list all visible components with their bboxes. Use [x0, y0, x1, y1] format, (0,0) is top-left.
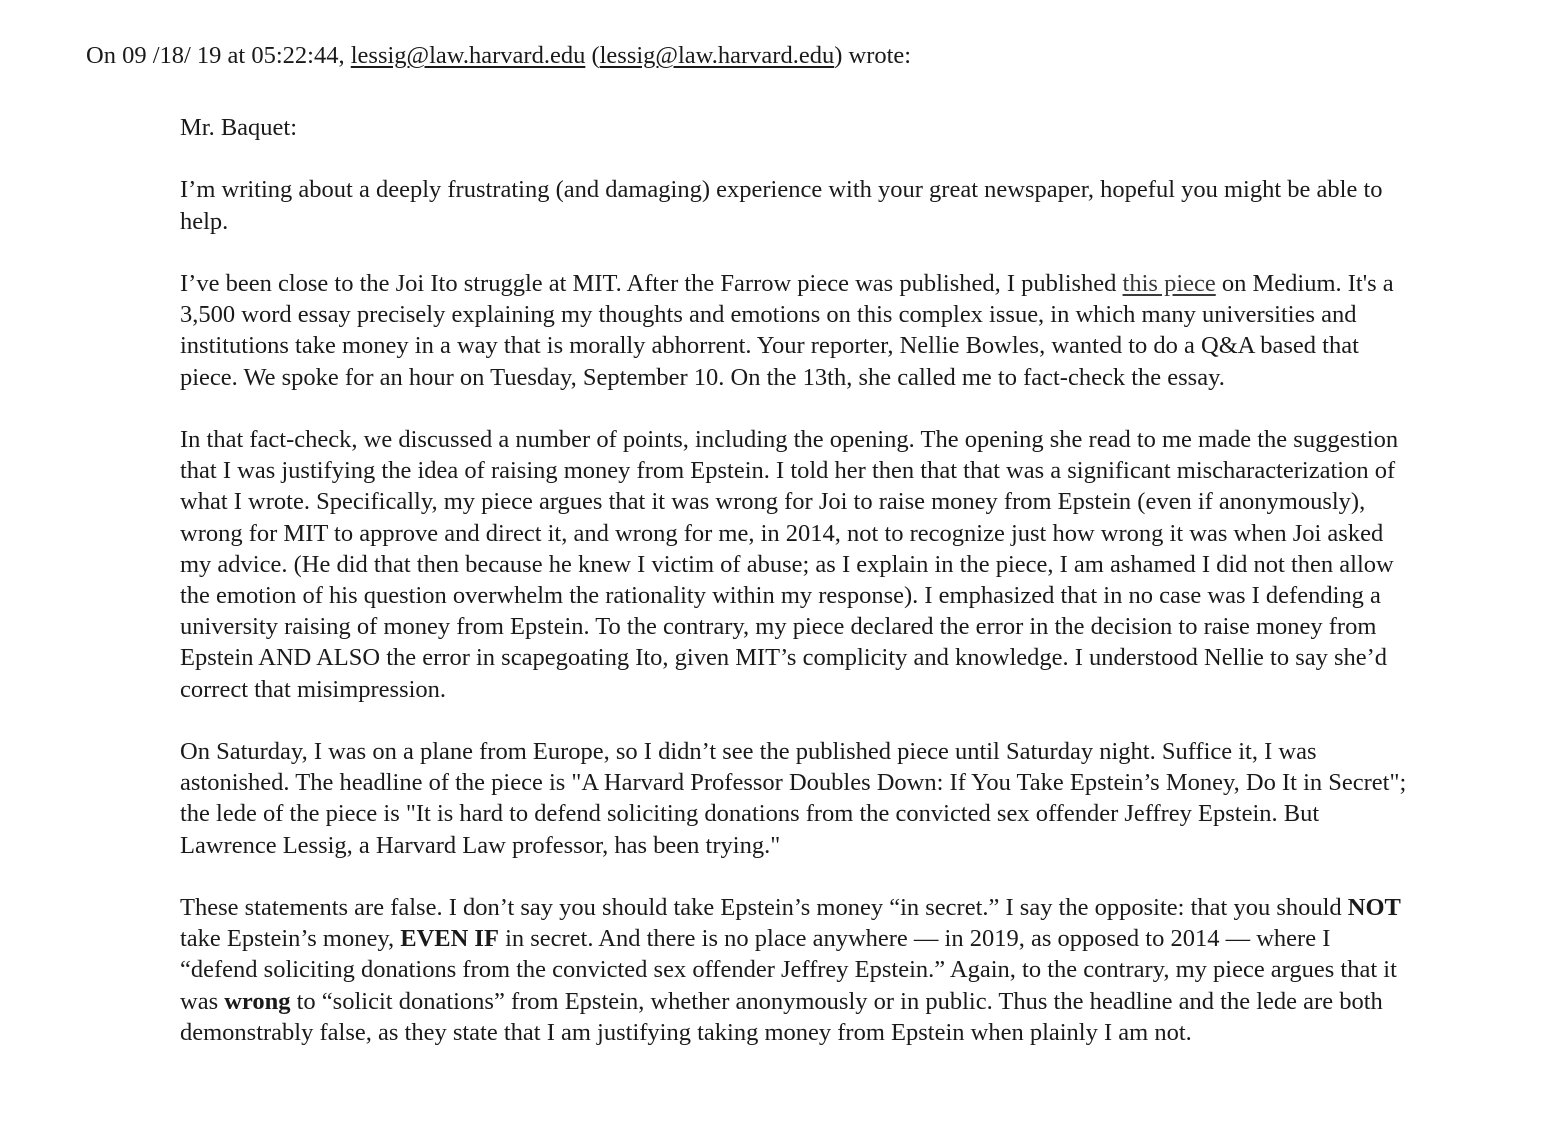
paragraph-2 — [180, 268, 1410, 393]
paragraph-5-part-1: These statements are false. I don’t say you should take Epstein’s money “in secret.” I say the opposite: that you should — [180, 894, 1348, 921]
paragraph-5-part-3: in secret. And there is no place anywhere — in 2019, as opposed to 2014 — where I “defend soliciting donations from the convicted sex offender Jeffrey Epstein.” Again, to the contrary, my piece argues that it was — [180, 925, 1397, 1015]
paragraph-5-part-2: take Epstein’s money, — [180, 925, 401, 953]
paragraph-4: On Saturday, I was on a plane from Europe, so I didn’t see the published piece until Saturday night. Suffice it, I was astonished. The headline of the piece is "A Harvard Professor Doubles Down: If You Take Epstein’s Money, Do It in Secret"; the lede of the piece is "It is hard to defend soliciting donations from the convicted sex offender Jeffrey Epstein. But Lawrence Lessig, a Harvard Law professor, has been trying." — [180, 738, 1407, 859]
greeting: Mr. Baquet: — [180, 114, 298, 141]
paragraph-2-end: on Medium. It's a 3,500 word essay precisely explaining my thoughts and emotions on this complex issue, in which many universities and institutions take money in a way that is morally abhorrent. Your reporter, Nellie Bowles, wanted to do a Q&A based that piece. We spoke for an hour on Tuesday, September 10. On the 13th, she called me to fact-check the essay. — [180, 269, 1394, 391]
header-open-paren: ( — [585, 42, 600, 69]
paragraph-5-part-4: to “solicit donations” from Epstein, whether anonymously or in public. Thus the headline and the lede are both demonstrably false, as they state that I am justifying taking money from Epstein when plainly I am not. — [180, 987, 1383, 1046]
emphasis-not: NOT — [1347, 894, 1401, 921]
paragraph-3: In that fact-check, we discussed a number of points, including the opening. The opening she read to me made the suggestion that I was justifying the idea of raising money from Epstein. I told her then that that was a significant mischaracterization of what I wrote. Specifically, my piece argues that it was wrong for Joi to raise money from Epstein (even if anonymously), wrong for MIT to approve and direct it, and wrong for me, in 2014, not to recognize just how wrong it was when Joi asked my advice. (He did that then because he knew I victim of abuse; as I explain in the piece, I am ashamed I did not then allow the emotion of his question overwhelm the rationality within my response). I emphasized that in no case was I defending a university raising of money from Epstein. To the contrary, my piece declared the error in the decision to raise money from Epstein AND ALSO the error in scapegoating Ito, given MIT’s complicity and knowledge. I understood Nellie to say she’d correct that misimpression. — [180, 425, 1399, 703]
emphasis-wrong: wrong — [224, 987, 291, 1015]
email-quote-header — [86, 40, 1526, 71]
paragraph-5 — [180, 892, 1410, 1048]
header-suffix: ) wrote: — [834, 42, 912, 69]
sender-email-link-parenthetical[interactable]: lessig@law.harvard.edu — [599, 42, 835, 69]
paragraph-2-start: I’ve been close to the Joi Ito struggle at MIT. After the Farrow piece was published, I published — [180, 269, 1123, 297]
emphasis-even-if: EVEN IF — [400, 925, 499, 953]
paragraph-1: I’m writing about a deeply frustrating (and damaging) experience with your great newspaper, hopeful you might be able to help. — [180, 176, 1383, 235]
sender-email-link[interactable]: lessig@law.harvard.edu — [350, 42, 586, 69]
header-prefix: On 09 /18/ 19 at 05:22:44, — [86, 42, 351, 69]
email-body — [180, 112, 1410, 1048]
this-piece-link[interactable]: this piece — [1122, 269, 1216, 297]
